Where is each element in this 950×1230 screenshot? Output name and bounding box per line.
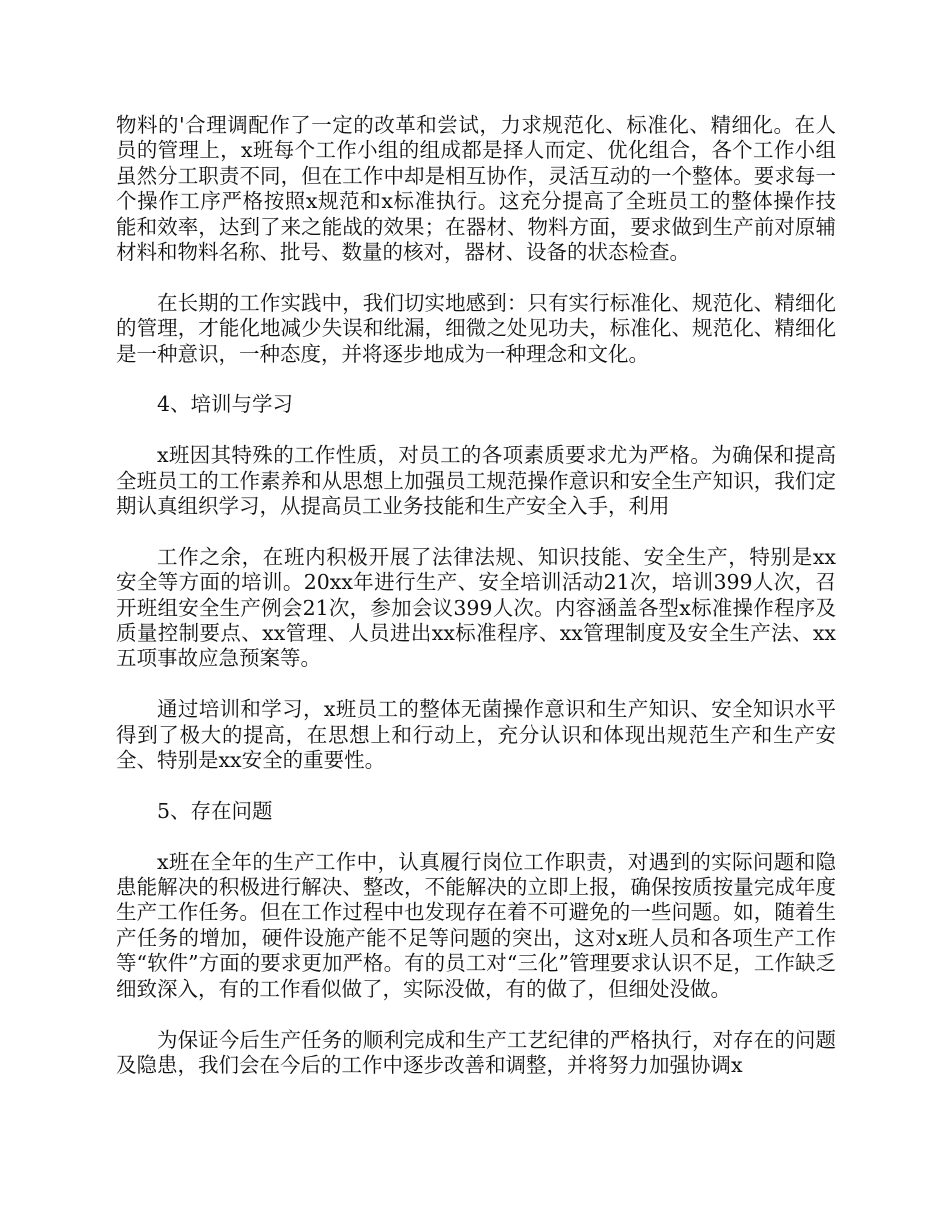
document-body bbox=[116, 113, 836, 1104]
paragraph-training-intro: x班因其特殊的工作性质，对员工的各项素质要求尤为严格。为确保和提高全班员工的工作素养和从思想上加强员工规范操作意识和安全生产知识，我们定期认真组织学习，从提高员工业务技能和生产安全入手，利用 bbox=[116, 443, 836, 519]
paragraph-problems: x班在全年的生产工作中，认真履行岗位工作职责，对遇到的实际问题和隐患能解决的积极进行解决、整改，不能解决的立即上报，确保按质按量完成年度生产工作任务。但在工作过程中也发现存在着不可避免的一些问题。如，随着生产任务的增加，硬件设施产能不足等问题的突出，这对x班人员和各项生产工作等“软件”方面的要求更加严格。有的员工对“三化”管理要求认识不足，工作缺乏细致深入，有的工作看似做了，实际没做，有的做了，但细处没做。 bbox=[116, 849, 836, 1001]
paragraph-improvement: 为保证今后生产任务的顺利完成和生产工艺纪律的严格执行，对存在的问题及隐患，我们会在今后的工作中逐步改善和调整，并将努力加强协调x bbox=[116, 1027, 836, 1077]
paragraph-standardization: 在长期的工作实践中，我们切实地感到：只有实行标准化、规范化、精细化的管理，才能化地减少失误和纰漏，细微之处见功夫，标准化、规范化、精细化是一种意识，一种态度，并将逐步地成为一种理念和文化。 bbox=[116, 290, 836, 366]
section-heading-training: 4、培训与学习 bbox=[157, 392, 294, 417]
paragraph-training-results: 通过培训和学习，x班员工的整体无菌操作意识和生产知识、安全知识水平得到了极大的提高，在思想上和行动上，充分认识和体现出规范生产和生产安全、特别是xx安全的重要性。 bbox=[116, 697, 836, 773]
section-heading-problems: 5、存在问题 bbox=[157, 798, 273, 823]
paragraph-continuation: 物料的'合理调配作了一定的改革和尝试，力求规范化、标准化、精细化。在人员的管理上，x班每个工作小组的组成都是择人而定、优化组合，各个工作小组虽然分工职责不同，但在工作中却是相互协作，灵活互动的一个整体。要求每一个操作工序严格按照x规范和x标准执行。这充分提高了全班员工的整体操作技能和效率，达到了来之能战的效果；在器材、物料方面，要求做到生产前对原辅材料和物料名称、批号、数量的核对，器材、设备的状态检查。 bbox=[116, 113, 836, 265]
paragraph-training-details: 工作之余，在班内积极开展了法律法规、知识技能、安全生产，特别是xx安全等方面的培训。20xx年进行生产、安全培训活动21次，培训399人次，召开班组安全生产例会21次，参加会议399人次。内容涵盖各型x标准操作程序及质量控制要点、xx管理、人员进出xx标准程序、xx管理制度及安全生产法、xx五项事故应急预案等。 bbox=[116, 544, 836, 671]
